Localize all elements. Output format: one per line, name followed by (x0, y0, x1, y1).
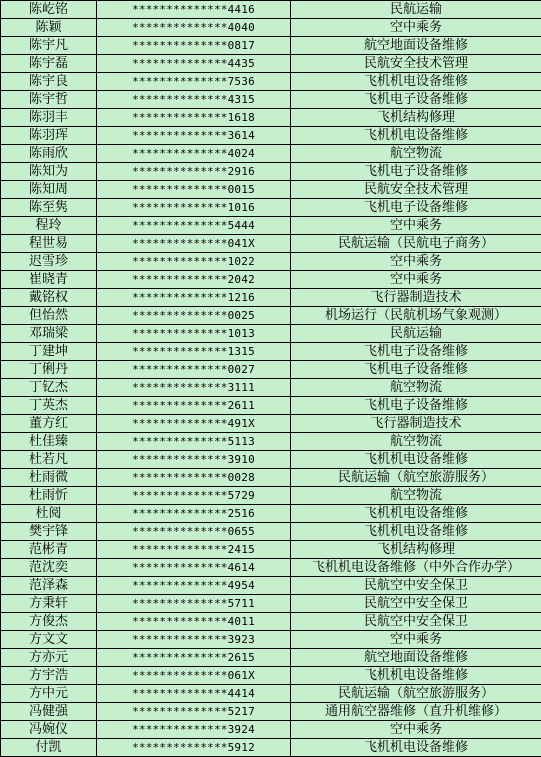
id-number-cell[interactable]: **************3923 (97, 631, 291, 649)
id-number-cell[interactable]: **************0015 (97, 181, 291, 199)
id-number-cell[interactable]: **************1618 (97, 109, 291, 127)
major-cell[interactable]: 空中乘务 (291, 217, 541, 235)
table-row (1, 127, 541, 145)
id-number-cell[interactable]: **************5729 (97, 487, 291, 505)
major-cell[interactable]: 飞机结构修理 (291, 541, 541, 559)
name-cell[interactable]: 杜佳臻 (1, 433, 97, 451)
table-row (1, 451, 541, 469)
name-cell[interactable]: 邓瑞梁 (1, 325, 97, 343)
table-row (1, 397, 541, 415)
major-cell[interactable]: 民航空中安全保卫 (291, 577, 541, 595)
name-cell[interactable]: 杜雨忻 (1, 487, 97, 505)
table-row (1, 415, 541, 433)
table-row (1, 613, 541, 631)
major-cell[interactable]: 飞机机电设备维修 (291, 73, 541, 91)
table-row (1, 55, 541, 73)
id-number-cell[interactable]: **************3614 (97, 127, 291, 145)
name-cell[interactable]: 程玲 (1, 217, 97, 235)
name-cell[interactable]: 付凯 (1, 739, 97, 757)
name-cell[interactable]: 陈颖 (1, 19, 97, 37)
name-cell[interactable]: 方中元 (1, 685, 97, 703)
major-cell[interactable]: 民航空中安全保卫 (291, 613, 541, 631)
name-cell[interactable]: 丁钇杰 (1, 379, 97, 397)
id-number-cell[interactable]: **************0817 (97, 37, 291, 55)
major-cell[interactable]: 空中乘务 (291, 19, 541, 37)
name-cell[interactable]: 陈至隽 (1, 199, 97, 217)
major-cell[interactable]: 民航安全技术管理 (291, 55, 541, 73)
major-cell[interactable]: 民航运输 (291, 1, 541, 19)
name-cell[interactable]: 方宇浩 (1, 667, 97, 685)
id-number-cell[interactable]: **************491X (97, 415, 291, 433)
table-body (1, 1, 541, 757)
table-row (1, 199, 541, 217)
name-cell[interactable]: 陈羽丰 (1, 109, 97, 127)
name-cell[interactable]: 冯婉仪 (1, 721, 97, 739)
id-number-cell[interactable]: **************5444 (97, 217, 291, 235)
id-number-cell[interactable]: **************0025 (97, 307, 291, 325)
id-number-cell[interactable]: **************041X (97, 235, 291, 253)
table-row (1, 271, 541, 289)
major-cell[interactable]: 航空物流 (291, 145, 541, 163)
major-cell[interactable]: 飞机结构修理 (291, 109, 541, 127)
table-row (1, 469, 541, 487)
id-number-cell[interactable]: **************5217 (97, 703, 291, 721)
name-cell[interactable]: 但怡然 (1, 307, 97, 325)
id-number-cell[interactable]: **************1016 (97, 199, 291, 217)
major-cell[interactable]: 航空物流 (291, 487, 541, 505)
table-row (1, 685, 541, 703)
id-number-cell[interactable]: **************5113 (97, 433, 291, 451)
major-cell[interactable]: 飞机电子设备维修 (291, 397, 541, 415)
table-row (1, 289, 541, 307)
name-cell[interactable]: 范泽森 (1, 577, 97, 595)
id-number-cell[interactable]: **************3910 (97, 451, 291, 469)
table-row (1, 1, 541, 19)
id-number-cell[interactable]: **************2611 (97, 397, 291, 415)
table-row (1, 19, 541, 37)
table-row (1, 577, 541, 595)
id-number-cell[interactable]: **************3924 (97, 721, 291, 739)
id-number-cell[interactable]: **************2916 (97, 163, 291, 181)
id-number-cell[interactable]: **************1013 (97, 325, 291, 343)
major-cell[interactable]: 民航安全技术管理 (291, 181, 541, 199)
id-number-cell[interactable]: **************0655 (97, 523, 291, 541)
name-cell[interactable]: 陈宇凡 (1, 37, 97, 55)
name-cell[interactable]: 方亦元 (1, 649, 97, 667)
id-number-cell[interactable]: **************4024 (97, 145, 291, 163)
table-row (1, 145, 541, 163)
major-cell[interactable]: 飞机机电设备维修 (291, 739, 541, 757)
major-cell[interactable]: 飞机电子设备维修 (291, 361, 541, 379)
name-cell[interactable]: 戴铭权 (1, 289, 97, 307)
name-cell[interactable]: 陈宇磊 (1, 55, 97, 73)
name-cell[interactable]: 程世易 (1, 235, 97, 253)
table-row (1, 361, 541, 379)
major-cell[interactable]: 飞行器制造技术 (291, 415, 541, 433)
id-number-cell[interactable]: **************4954 (97, 577, 291, 595)
name-cell[interactable]: 陈知为 (1, 163, 97, 181)
major-cell[interactable]: 空中乘务 (291, 253, 541, 271)
id-number-cell[interactable]: **************3111 (97, 379, 291, 397)
id-number-cell[interactable]: **************2415 (97, 541, 291, 559)
table-row (1, 631, 541, 649)
name-cell[interactable]: 陈屹铭 (1, 1, 97, 19)
table-row (1, 739, 541, 757)
table-row (1, 721, 541, 739)
major-cell[interactable]: 民航运输（民航电子商务） (291, 235, 541, 253)
table-row (1, 235, 541, 253)
id-number-cell[interactable]: **************2042 (97, 271, 291, 289)
name-cell[interactable]: 陈宇良 (1, 73, 97, 91)
major-cell[interactable]: 航空物流 (291, 379, 541, 397)
id-number-cell[interactable]: **************4435 (97, 55, 291, 73)
major-cell[interactable]: 飞机机电设备维修（中外合作办学） (291, 559, 541, 577)
table-row (1, 667, 541, 685)
table-row (1, 37, 541, 55)
major-cell[interactable]: 民航运输（航空旅游服务） (291, 685, 541, 703)
id-number-cell[interactable]: **************7536 (97, 73, 291, 91)
name-cell[interactable]: 杜雨微 (1, 469, 97, 487)
name-cell[interactable]: 樊宇锋 (1, 523, 97, 541)
table-row (1, 307, 541, 325)
major-cell[interactable]: 空中乘务 (291, 271, 541, 289)
name-cell[interactable]: 范彬青 (1, 541, 97, 559)
major-cell[interactable]: 航空地面设备维修 (291, 649, 541, 667)
name-cell[interactable]: 陈宇哲 (1, 91, 97, 109)
table-row (1, 433, 541, 451)
table-row (1, 91, 541, 109)
table-row (1, 325, 541, 343)
id-number-cell[interactable]: **************2516 (97, 505, 291, 523)
table-row (1, 343, 541, 361)
id-number-cell[interactable]: **************061X (97, 667, 291, 685)
major-cell[interactable]: 民航运输 (291, 325, 541, 343)
id-number-cell[interactable]: **************4040 (97, 19, 291, 37)
name-cell[interactable]: 崔晓青 (1, 271, 97, 289)
major-cell[interactable]: 飞机电子设备维修 (291, 91, 541, 109)
id-number-cell[interactable]: **************0027 (97, 361, 291, 379)
id-number-cell[interactable]: **************4414 (97, 685, 291, 703)
id-number-cell[interactable]: **************5912 (97, 739, 291, 757)
table-row (1, 703, 541, 721)
major-cell[interactable]: 飞机电子设备维修 (291, 199, 541, 217)
name-cell[interactable]: 董方红 (1, 415, 97, 433)
major-cell[interactable]: 空中乘务 (291, 721, 541, 739)
table-row (1, 73, 541, 91)
name-cell[interactable]: 杜若凡 (1, 451, 97, 469)
name-cell[interactable]: 迟雪珍 (1, 253, 97, 271)
table-row (1, 379, 541, 397)
major-cell[interactable]: 飞机机电设备维修 (291, 505, 541, 523)
major-cell[interactable]: 飞机机电设备维修 (291, 127, 541, 145)
id-number-cell[interactable]: **************1315 (97, 343, 291, 361)
name-cell[interactable]: 陈知周 (1, 181, 97, 199)
id-number-cell[interactable]: **************4011 (97, 613, 291, 631)
id-number-cell[interactable]: **************1022 (97, 253, 291, 271)
major-cell[interactable]: 民航运输（航空旅游服务） (291, 469, 541, 487)
name-cell[interactable]: 杜阅 (1, 505, 97, 523)
id-number-cell[interactable]: **************2615 (97, 649, 291, 667)
major-cell[interactable]: 飞机电子设备维修 (291, 343, 541, 361)
table-row (1, 163, 541, 181)
name-cell[interactable]: 丁俐丹 (1, 361, 97, 379)
name-cell[interactable]: 方秉轩 (1, 595, 97, 613)
name-cell[interactable]: 陈羽珲 (1, 127, 97, 145)
major-cell[interactable]: 空中乘务 (291, 631, 541, 649)
name-cell[interactable]: 丁英杰 (1, 397, 97, 415)
major-cell[interactable]: 机场运行（民航机场气象观测） (291, 307, 541, 325)
table-row (1, 523, 541, 541)
name-cell[interactable]: 冯健强 (1, 703, 97, 721)
table-row (1, 649, 541, 667)
table-row (1, 505, 541, 523)
name-cell[interactable]: 陈雨欣 (1, 145, 97, 163)
id-number-cell[interactable]: **************4416 (97, 1, 291, 19)
id-number-cell[interactable]: **************5711 (97, 595, 291, 613)
table-row (1, 109, 541, 127)
table-row (1, 181, 541, 199)
major-cell[interactable]: 飞行器制造技术 (291, 289, 541, 307)
major-cell[interactable]: 民航空中安全保卫 (291, 595, 541, 613)
id-number-cell[interactable]: **************4315 (97, 91, 291, 109)
major-cell[interactable]: 飞机机电设备维修 (291, 523, 541, 541)
id-number-cell[interactable]: **************0028 (97, 469, 291, 487)
major-cell[interactable]: 航空地面设备维修 (291, 37, 541, 55)
table-row (1, 559, 541, 577)
table-row (1, 487, 541, 505)
name-cell[interactable]: 方俊杰 (1, 613, 97, 631)
table-row (1, 595, 541, 613)
name-cell[interactable]: 范沈奕 (1, 559, 97, 577)
table-row (1, 217, 541, 235)
major-cell[interactable]: 飞机机电设备维修 (291, 667, 541, 685)
id-number-cell[interactable]: **************4614 (97, 559, 291, 577)
major-cell[interactable]: 飞机机电设备维修 (291, 451, 541, 469)
major-cell[interactable]: 飞机电子设备维修 (291, 163, 541, 181)
name-cell[interactable]: 丁建坤 (1, 343, 97, 361)
name-cell[interactable]: 方文文 (1, 631, 97, 649)
major-cell[interactable]: 通用航空器维修（直升机维修） (291, 703, 541, 721)
table-row (1, 541, 541, 559)
major-cell[interactable]: 航空物流 (291, 433, 541, 451)
id-number-cell[interactable]: **************1216 (97, 289, 291, 307)
table-row (1, 253, 541, 271)
